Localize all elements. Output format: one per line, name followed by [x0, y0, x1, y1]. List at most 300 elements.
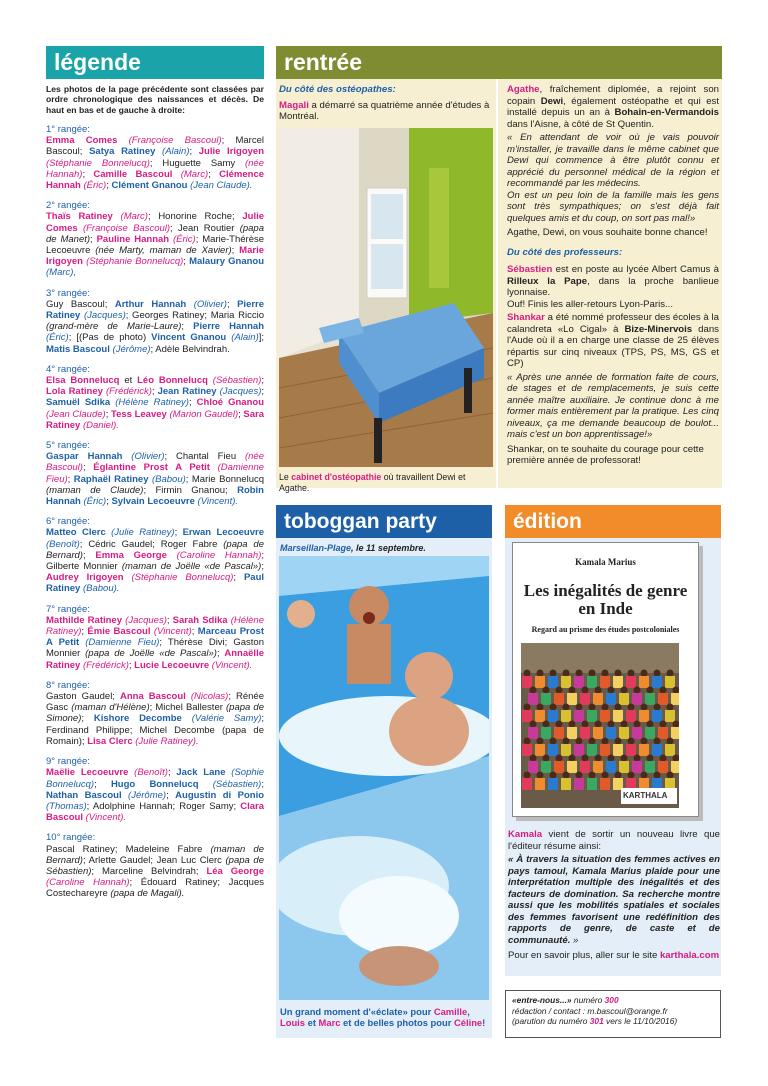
legende-name-part: (Caroline Hannah) — [46, 877, 130, 889]
legende-name-part: (Sébastien) — [212, 375, 262, 386]
legende-name-part: Nathan Bascoul — [46, 789, 122, 801]
legende-name-part: ; — [233, 572, 244, 584]
legende-name-part: (Éric) — [173, 233, 196, 245]
toboggan-caption-1: Un grand moment d'«éclate» pour — [280, 1006, 434, 1017]
legende-name-part: (Jérôme) — [128, 789, 167, 801]
louis-name: Louis — [280, 1017, 305, 1029]
legende-name-part: ; — [67, 473, 74, 485]
legende-name-part: Églantine Prost A Petit — [93, 462, 210, 474]
legende-name-part: Pascal Ratiney; Madeleine Fabre — [46, 843, 211, 855]
cabinet-illustration — [279, 128, 493, 467]
edition-quote-text: « À travers la situation des femmes actives en pays tamoul, Kamala Marius plaide pour une interprétation multiple des inégalités et des facteurs de domination. Sa recherche montre aussi que les mobilités spatiales et sociales des femmes favorisent une redéfinition des rapports de genre, de caste et de communauté. — [508, 854, 720, 946]
marc-name: Marc — [318, 1017, 341, 1029]
book-cover-photo — [521, 643, 679, 808]
legende-name-part: ; — [226, 298, 238, 310]
legende-row — [46, 288, 264, 355]
agathe-text-1: , fraîchement diplomée, a rejoint son copain — [507, 84, 719, 107]
legende-name-part: (née Marty, maman de Xavier) — [95, 244, 232, 256]
bize-place: Bize-Minervois — [624, 323, 693, 335]
toboggan-day: , le 11 septembre. — [351, 543, 426, 553]
legende-name-part: (maman de Bernard) — [46, 843, 264, 866]
legende-name-part: ; Georges Ratiney; Maria Riccio — [125, 309, 265, 321]
legende-name-part: (Sophie Bonnelucq) — [46, 767, 265, 790]
legende-name-part: (Vincent) — [153, 626, 192, 638]
legende-name-part: (papa de Joëlle «de Pascal») — [85, 648, 217, 660]
legende-name-part: ; Édouard Ratiney; Jacques Costechareyre — [46, 877, 264, 900]
legende-row-text — [46, 844, 264, 900]
legende-name-part — [167, 550, 177, 561]
legende-name-part: Camille Bascoul — [93, 168, 173, 180]
rilleux-place: Rilleux la Pape — [507, 275, 588, 287]
legende-name-part: (papa de Magali). — [110, 888, 185, 900]
legende-name-part: ; Jean Routier — [170, 222, 240, 234]
shankar-text-1: a été nommé professeur des écoles à la calandreta «Lo Cigal» à — [507, 312, 719, 335]
legende-name-part: ; Adèle Belvindrah. — [150, 343, 230, 355]
legende-name-part: Paul Ratiney — [46, 572, 265, 595]
cabinet-photo — [279, 128, 493, 467]
legende-column — [46, 84, 264, 909]
footer-next-num: 301 — [589, 1016, 604, 1026]
legende-name-part: Julie Comes — [46, 211, 265, 234]
book-publisher: KARTHALA — [623, 791, 668, 800]
legende-name-part: (Éric) — [46, 332, 69, 344]
legende-name-part: ; Ferdinand Philippe; Michel Decombe — [46, 713, 264, 736]
legende-name-part: Sara Ratiney — [46, 408, 265, 431]
legende-name-part: Emma George — [95, 549, 167, 561]
legende-name-part: et — [119, 375, 138, 386]
legende-name-part: Clémence Hannah — [46, 168, 265, 191]
edition-header — [505, 505, 721, 538]
legende-name-part: (Caroline Hannah) — [176, 549, 262, 561]
magali-name: Magali — [279, 99, 309, 111]
legende-name-part: (Françoise Bascoul) — [128, 135, 222, 147]
legende-name-part: ; Arlette Gaudel; Jean Luc Clerc — [82, 854, 226, 866]
caption-post: où travaillent Dewi et Agathe. — [279, 472, 466, 493]
seb-name: Sébastien — [507, 264, 553, 275]
legende-name-part: (papa de Bernard) — [46, 538, 264, 561]
legende-name-part: ; — [82, 549, 96, 561]
legende-name-part: ; Marceline Belvindrah; — [91, 865, 207, 877]
footer-pub: «entre-nous...» — [512, 995, 572, 1005]
legende-name-part: Anna Bascoul — [120, 691, 186, 703]
bohain-place: Bohain-en-Vermandois — [614, 107, 719, 118]
legende-name-part: (Damienne Fieu) — [85, 637, 160, 649]
legende-name-part: ; — [82, 168, 94, 180]
toboggan-illustration — [279, 556, 489, 1000]
legende-name-part: Mathilde Ratiney — [46, 614, 122, 626]
legende-name-part: ; — [166, 789, 176, 801]
legende-name-part: Sarah Sdika — [172, 614, 228, 626]
legende-name-part: Gaspar Hannah — [46, 451, 123, 463]
legende-name-part: (papa de Sébastien) — [46, 854, 264, 877]
legende-name-part: (Éric) — [83, 496, 107, 508]
rentree-right-text — [507, 84, 719, 467]
agathe-wish: Agathe, Dewi, on vous souhaite bonne chance! — [507, 227, 708, 238]
legende-row-title: 1° rangée: — [46, 123, 90, 135]
camille-name: Camille — [433, 1006, 468, 1017]
legende-name-part: ; — [167, 767, 177, 779]
legende-name-part: ; — [128, 659, 135, 671]
seb-text-2: , dans la proche banlieue lyonnaise. — [507, 275, 719, 298]
legende-name-part: (Stéphanie Bonnelucq) — [86, 256, 184, 268]
legende-name-part: (Jacques) — [84, 309, 126, 321]
legende-row-text — [46, 135, 264, 191]
toboggan-caption-4: et de belles photos pour — [340, 1017, 454, 1029]
legende-name-part: Pauline Hannah — [96, 233, 170, 245]
legende-row — [46, 604, 264, 671]
legende-name-part: ; — [216, 648, 225, 660]
legende-title: légende — [54, 49, 141, 75]
legende-name-part — [113, 211, 121, 222]
toboggan-caption — [280, 1006, 490, 1029]
legende-name-part: ; Chantal Fieu — [164, 451, 245, 463]
legende-name-part: Audrey Irigoyen — [46, 572, 124, 584]
legende-name-part: Erwan Lecoeuvre — [182, 527, 264, 539]
legende-name-part: (née Hannah) — [46, 157, 264, 180]
footer-contact: rédaction / contact : m.bascoul@orange.fr — [512, 1005, 668, 1016]
legende-name-part: Lisa Clerc — [87, 735, 133, 747]
legende-name-part: Guy Bascoul; — [46, 298, 115, 310]
legende-name-part: (Jean Claude) — [46, 408, 106, 420]
kamala-name: Kamala — [508, 829, 543, 840]
legende-row-text — [46, 211, 264, 278]
shankar-name: Shankar — [507, 312, 545, 323]
legende-name-part: Pierre Hannah — [193, 321, 265, 333]
celine-name: Céline — [454, 1017, 483, 1029]
legende-name-part: (Olivier) — [193, 298, 227, 310]
shankar-text-2: dans l'Aude où il a en charge une classe de 25 élèves répartis sur cinq niveaux (TPS, PS, MS, GS et CP) — [507, 323, 719, 369]
rentree-left-text — [279, 84, 493, 123]
legende-name-part: ; Gilberte Monnier — [46, 549, 265, 573]
legende-name-part: Hugo Bonnelucq — [110, 778, 199, 790]
legende-name-part: (Nicolas) — [190, 691, 229, 703]
legende-name-part: Lucie Lecoeuvre — [134, 659, 210, 671]
legende-name-part: ; — [105, 408, 111, 420]
legende-name-part: ; — [208, 168, 220, 180]
legende-name-part: (Babou). — [82, 583, 120, 595]
book-title: Les inégalités de genre en Inde — [523, 580, 688, 619]
legende-name-part: (Éric) — [83, 179, 107, 191]
legende-name-part: ; — [166, 614, 173, 626]
legende-row — [46, 832, 264, 899]
legende-name-part: Léo Bonnelucq — [137, 375, 208, 386]
legende-row-title: 5° rangée: — [46, 440, 90, 452]
legende-name-part: (Marion Gaudel) — [169, 408, 239, 420]
toboggan-place: Marseillan-Plage — [280, 543, 352, 553]
magali-text: a démarré sa quatrième année d'études à Montréal. — [279, 99, 490, 122]
agathe-text-3: dans l'Aisne, à côté de St Quentin. — [507, 118, 654, 130]
seb-text-1: est en poste au lycée Albert Camus à — [552, 264, 719, 275]
footer-next-pre: (parution du numéro — [512, 1016, 590, 1026]
legende-row — [46, 516, 264, 594]
legende-row — [46, 440, 264, 507]
legende-name-part: Marceau Prost A Petit — [46, 626, 265, 649]
legende-name-part: ; — [191, 626, 198, 638]
legende-name-part: ; — [81, 626, 88, 638]
legende-name-part: ; Firmin Gnanou; — [143, 484, 238, 496]
legende-name-part: (Julie Ratiney) — [111, 527, 175, 539]
legende-name-part: (Jacques) — [125, 614, 167, 626]
legende-header — [46, 46, 264, 79]
legende-name-part: (Frédérick) — [105, 386, 152, 398]
legende-name-part: (maman d'Hélène) — [71, 702, 150, 714]
legende-name-part: Vincent Gnanou — [151, 332, 227, 344]
legende-name-part: ; Cédric Gaudel; Roger Fabre — [79, 538, 224, 550]
legende-name-part: Léa George — [206, 865, 264, 877]
edition-quote-end: » — [570, 934, 579, 946]
legende-name-part: ; Thérèse Divi; Gaston Monnier — [46, 637, 264, 660]
legende-name-part: Kishore Decombe — [93, 713, 182, 725]
legende-name-part: (papa de Simone) — [46, 702, 264, 725]
legende-name-part: ; — [261, 561, 264, 573]
legende-name-part: (Jean Claude). — [190, 179, 253, 191]
footer-num: 300 — [604, 995, 619, 1005]
legende-name-part: Robin Hannah — [46, 484, 264, 508]
legende-row-text — [46, 691, 264, 747]
legende-name-part: ; — [261, 778, 264, 790]
legende-name-part: (Thomas) — [46, 800, 87, 812]
legende-name-part — [172, 169, 180, 180]
legende-name-part — [210, 462, 218, 473]
legende-name-part: Augustin di Ponio — [175, 789, 265, 801]
legende-name-part — [117, 135, 128, 146]
legende-name-part: (Jacques) — [219, 386, 262, 398]
legende-name-part: Maëlie Lecoeuvre — [46, 767, 129, 779]
legende-row — [46, 680, 264, 747]
caption-cabinet: cabinet d'ostéopathie — [291, 472, 382, 482]
legende-row — [46, 756, 264, 823]
legende-row-title: 9° rangée: — [46, 756, 90, 768]
legende-name-part: (Stéphanie Bonnelucq) — [131, 572, 234, 584]
legende-name-part: ; — [82, 462, 94, 474]
edition-intro — [508, 829, 720, 852]
edition-more-text: Pour en savoir plus, aller sur le site — [508, 950, 660, 961]
legende-row-title: 2° rangée: — [46, 200, 90, 212]
legende-name-part: ]; — [258, 332, 265, 344]
legende-name-part: ; — [106, 496, 112, 508]
legende-name-part: (Marc) — [180, 168, 209, 180]
legende-name-part: (Vincent). — [211, 659, 253, 671]
legende-name-part — [199, 779, 213, 790]
legende-name-part — [122, 451, 131, 462]
dewi-name: Dewi — [540, 95, 564, 107]
seb-paragraph — [507, 264, 719, 299]
legende-name-part: (maman de Claude) — [46, 484, 144, 496]
legende-name-part: Matis Bascoul — [46, 343, 110, 355]
legende-name-part: (grand-mère de Marie-Laure) — [46, 321, 182, 333]
legende-name-part: Tess Leavey — [110, 408, 167, 420]
legende-name-part: Matteo Clerc — [46, 527, 106, 539]
legende-row-text — [46, 299, 264, 355]
legende-name-part: ; Marie-Thérèse Lecoeuvre — [46, 233, 265, 256]
legende-name-part: ; — [231, 244, 240, 256]
legende-name-part: ; — [181, 321, 194, 333]
legende-name-part — [182, 713, 192, 724]
legende-name-part: ; Michel Ballester — [149, 702, 227, 714]
legende-name-part: ; Marcel Bascoul; — [46, 135, 264, 158]
toboggan-photo — [279, 556, 489, 1000]
caption-pre: Le — [279, 472, 292, 482]
footer-box — [505, 990, 721, 1038]
legende-name-part: Malaury Gnanou — [189, 256, 265, 268]
cabinet-caption — [279, 472, 493, 493]
edition-more — [508, 950, 720, 962]
legende-row-text — [46, 527, 264, 594]
legende-name-part — [186, 299, 194, 310]
legende-name-part: (papa de Romain) — [46, 724, 264, 747]
legende-name-part: Raphaël Ratiney — [73, 473, 149, 485]
footer-num-label: numéro — [571, 995, 605, 1005]
legende-name-part: (Marc) — [120, 211, 148, 223]
agathe-text-2: , également ostéopathe et qui est installé depuis un an à — [507, 95, 719, 118]
legende-row-text — [46, 615, 264, 671]
legende-name-part: Annaëlle Ratiney — [46, 648, 264, 671]
shankar-wish: Shankar, on te souhaite du courage pour cette première année de professorat! — [507, 443, 704, 466]
legende-name-part: ; — [81, 713, 94, 725]
legende-name-part: (Benoît) — [134, 767, 168, 779]
seb-text-3: Ouf! Finis les aller-retours Lyon-Paris... — [507, 298, 673, 310]
agathe-name: Agathe — [507, 84, 540, 95]
legende-row-text — [46, 767, 264, 823]
legende-name-part: ; Rénée Gasc — [46, 691, 264, 714]
legende-row — [46, 364, 264, 431]
legende-name-part: (Hélène Ratiney) — [115, 397, 189, 409]
toboggan-caption-2: , — [467, 1006, 470, 1017]
legende-name-part: Satya Ratiney — [89, 146, 156, 158]
toboggan-header — [276, 505, 492, 538]
legende-name-part: ; — [189, 146, 199, 158]
edition-intro-text: vient de sortir un nouveau livre que l'éditeur résume ainsi: — [508, 829, 720, 852]
legende-name-part: ; — [261, 375, 265, 386]
legende-name-part: Lola Ratiney — [46, 386, 103, 398]
rentree-header — [276, 46, 722, 79]
legende-name-part — [124, 572, 132, 583]
legende-name-part: (Alain) — [231, 332, 259, 344]
footer-line-1 — [512, 995, 714, 1006]
legende-name-part: (Jérôme) — [112, 343, 151, 355]
legende-rows — [46, 124, 264, 900]
agathe-quote: « En attendant de voir où je vais pouvoir m'installer, je travaille dans le même cabinet que Dewi qui commence à être plutôt connu et apprécié du personnel médical de la région et recommandé par les médecins. On est un peu loin de la famille mais les gens sont très sympathiques; on s'est déjà fait quelques amis et du coup, on sort pas mal!» — [507, 132, 719, 224]
legende-name-part: ; Honorine Roche; — [147, 211, 243, 223]
edition-quote — [508, 854, 720, 946]
legende-name-part: (Marc), — [46, 267, 77, 279]
legende-name-part: (Françoise Bascoul) — [82, 222, 171, 234]
legende-name-part: ; — [183, 256, 190, 268]
legende-name-part: (Frédérick) — [82, 659, 129, 671]
shankar-paragraph — [507, 312, 719, 370]
legende-name-part: Samuël Sdika — [46, 397, 111, 409]
legende-name-part: ; — [151, 386, 158, 398]
legende-name-part: Clément Gnanou — [111, 179, 188, 191]
legende-row-title: 3° rangée: — [46, 287, 90, 299]
legende-name-part: Elsa Bonnelucq — [46, 375, 120, 386]
legende-row-title: 7° rangée: — [46, 603, 90, 615]
legende-name-part: (Vincent). — [197, 496, 239, 508]
legende-name-part: (maman de Joëlle «de Pascal») — [121, 561, 262, 573]
book-subtitle: Regard au prisme des études postcoloniales — [531, 625, 680, 635]
magali-paragraph — [279, 100, 493, 123]
legende-name-part: ; — [90, 233, 97, 245]
legende-name-part: (Damienne Fieu) — [46, 462, 265, 485]
karthala-link[interactable]: karthala.com — [659, 950, 720, 961]
legende-name-part: Jean Ratiney — [157, 386, 217, 398]
legende-name-part: Sylvain Lecoeuvre — [111, 496, 195, 508]
legende-name-part: (Stéphanie Bonnelucq) — [46, 157, 150, 169]
book-author: Kamala Marius — [575, 557, 636, 567]
legende-name-part: (Vincent). — [85, 812, 127, 824]
toboggan-date — [280, 543, 490, 554]
legende-name-part: Thaïs Ratiney — [46, 211, 113, 223]
agathe-paragraph — [507, 84, 719, 130]
legende-name-part: (née Bascoul) — [46, 451, 264, 474]
legende-name-part: Julie Irigoyen — [198, 146, 265, 158]
legende-name-part: Chloé Gnanou — [196, 397, 265, 409]
legende-name-part: (Daniel). — [82, 419, 119, 431]
book-cover — [512, 542, 699, 817]
legende-name-part: Marie Irigoyen — [46, 244, 264, 268]
legende-intro: Les photos de la page précédente sont classées par ordre chronologique des naissances et décès. De haut en bas et de gauche à droite: — [46, 84, 264, 115]
legende-row-title: 8° rangée: — [46, 679, 90, 691]
legende-name-part: (Julie Ratiney). — [135, 735, 199, 747]
legende-name-part: (Babou) — [151, 473, 186, 485]
edition-title: édition — [513, 510, 582, 533]
legende-name-part: ; — [238, 408, 244, 420]
legende-name-part: (Hélène Ratiney) — [46, 614, 265, 638]
legende-name-part: ; — [188, 397, 197, 409]
legende-row-title: 4° rangée: — [46, 363, 90, 375]
legende-name-part: ; — [261, 386, 264, 398]
prof-subtitle: Du côté des professeurs: — [507, 246, 623, 258]
legende-name-part: Jack Lane — [176, 767, 226, 779]
legende-name-part: ; Adolphine Hannah; Roger Samy; — [86, 800, 241, 812]
footer-next-post: vers le 11/10/2016) — [603, 1016, 678, 1026]
legende-name-part: Gaston Gaudel; — [46, 691, 120, 703]
legende-row-title: 10° rangée: — [46, 832, 96, 844]
legende-name-part: (Alain) — [162, 146, 190, 158]
legende-name-part: (Olivier) — [131, 451, 165, 463]
legende-row-title: 6° rangée: — [46, 516, 90, 528]
legende-name-part: Émie Bascoul — [87, 626, 151, 638]
legende-name-part: (Benoît) — [46, 538, 80, 550]
legende-row-text — [46, 375, 264, 431]
legende-name-part: ; — [81, 735, 88, 747]
legende-name-part: ; — [94, 778, 111, 790]
legende-name-part: Clara Bascoul — [46, 800, 264, 824]
toboggan-caption-5: ! — [482, 1017, 486, 1029]
shankar-quote: « Après une année de formation faite de cours, de stages et de remplacements, je suis cette année maître auxiliaire. Je continue donc à me former mais entièrement par la pratique. Les cinq niveaux, ça me demande beaucoup de boulot... mais c'est un bon apprentissage!» — [507, 371, 719, 440]
crowd-illustration — [521, 643, 679, 808]
legende-row — [46, 124, 264, 191]
toboggan-title: toboggan party — [284, 510, 437, 533]
legende-name-part: (papa de Manet) — [46, 222, 264, 245]
rentree-title: rentrée — [284, 49, 362, 75]
osteo-subtitle: Du côté des ostéopathes: — [279, 84, 396, 95]
legende-name-part: ; — [174, 527, 183, 539]
legende-name-part: (Sébastien) — [212, 778, 262, 790]
footer-line-3 — [512, 1016, 714, 1027]
legende-name-part: Arthur Hannah — [114, 298, 187, 310]
legende-name-part: ; Marie Bonnelucq — [185, 473, 265, 485]
legende-name-part: Emma Comes — [46, 135, 118, 147]
legende-name-part: ; [(Pas de photo) — [68, 332, 152, 344]
legende-name-part: ; Huguette Samy — [149, 157, 245, 169]
edition-text — [508, 829, 720, 962]
legende-name-part: Pierre Ratiney — [46, 298, 265, 321]
legende-name-part: (Valérie Samy) — [191, 713, 262, 725]
legende-name-part: ; — [106, 179, 112, 191]
legende-row — [46, 200, 264, 278]
legende-row-text — [46, 451, 264, 507]
